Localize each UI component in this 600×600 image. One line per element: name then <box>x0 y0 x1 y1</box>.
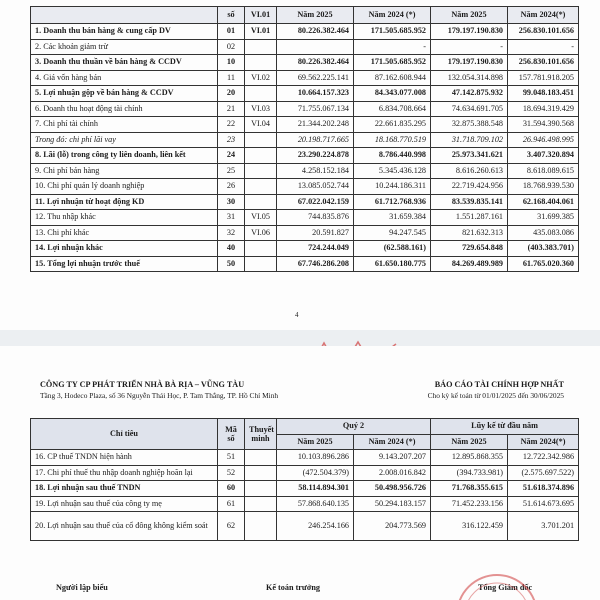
row-q2024-cell: 8.786.440.998 <box>354 148 431 164</box>
row-code-cell: 10 <box>218 55 245 71</box>
table-row <box>31 496 579 512</box>
table-row <box>31 24 579 40</box>
row-q2024-cell: 2.008.016.842 <box>354 465 431 481</box>
income-statement-table-p2 <box>30 418 579 541</box>
row-y2025-cell: 32.875.388.548 <box>431 117 508 133</box>
row-y2024-cell: 256.830.101.656 <box>508 55 579 71</box>
row-note-cell: VI.02 <box>245 70 277 86</box>
row-y2024-cell: 18.768.939.530 <box>508 179 579 195</box>
row-label-cell: 14. Lợi nhuận khác <box>31 241 218 257</box>
row-y2025-cell: 71.768.355.615 <box>431 481 508 497</box>
row-note-cell <box>245 481 277 497</box>
row-q2024-cell: 50.498.956.726 <box>354 481 431 497</box>
row-q2024-cell: 204.773.569 <box>354 512 431 541</box>
row-q2024-cell: 171.505.685.952 <box>354 24 431 40</box>
header-label-cell <box>31 7 218 24</box>
row-note-cell <box>245 132 277 148</box>
row-code-cell: 62 <box>218 512 245 541</box>
header-q2024-cell: Năm 2024 (*) <box>354 7 431 24</box>
row-y2025-cell: 132.054.314.898 <box>431 70 508 86</box>
row-q2025-cell: 13.085.052.744 <box>277 179 354 195</box>
row-y2024-cell: 435.083.086 <box>508 225 579 241</box>
row-y2024-cell: 8.618.089.615 <box>508 163 579 179</box>
row-label-cell: 9. Chi phí bán hàng <box>31 163 218 179</box>
income-statement-body-p2 <box>31 419 579 541</box>
row-label-cell: 16. CP thuế TNDN hiện hành <box>31 450 218 466</box>
row-code-cell: 51 <box>218 450 245 466</box>
company-address: Tầng 3, Hodeco Plaza, số 36 Nguyễn Thái Học, P. Tam Thắng, TP. Hồ Chí Minh <box>40 391 279 400</box>
row-y2025-cell: 22.719.424.956 <box>431 179 508 195</box>
report-title: BÁO CÁO TÀI CHÍNH HỢP NHẤT <box>434 380 564 389</box>
row-label-cell: 7. Chi phí tài chính <box>31 117 218 133</box>
row-q2024-cell: - <box>354 39 431 55</box>
row-note-cell: VI.04 <box>245 117 277 133</box>
table-row <box>31 55 579 71</box>
row-q2025-cell: 10.664.157.323 <box>277 86 354 102</box>
row-q2025-cell: 21.344.202.248 <box>277 117 354 133</box>
row-y2024-cell: (2.575.697.522) <box>508 465 579 481</box>
table-row <box>31 163 579 179</box>
row-code-cell: 52 <box>218 465 245 481</box>
row-note-cell <box>245 465 277 481</box>
header-y2025-cell: Năm 2025 <box>431 7 508 24</box>
row-code-cell: 21 <box>218 101 245 117</box>
header-ma: Mã số <box>218 419 245 450</box>
table-row <box>31 179 579 195</box>
row-q2025-cell: 23.290.224.878 <box>277 148 354 164</box>
row-q2025-cell: 67.022.042.159 <box>277 194 354 210</box>
table-row <box>31 225 579 241</box>
table-row <box>31 210 579 226</box>
row-label-cell: 20. Lợi nhuận sau thuế của cổ đông không kiểm soát <box>31 512 218 541</box>
row-note-cell <box>245 256 277 272</box>
row-q2024-cell: 31.659.384 <box>354 210 431 226</box>
row-y2025-cell: 83.539.835.141 <box>431 194 508 210</box>
row-note-cell <box>245 496 277 512</box>
row-q2024-cell: 22.661.835.295 <box>354 117 431 133</box>
row-q2025-cell: 57.868.640.135 <box>277 496 354 512</box>
row-label-cell: 10. Chi phí quản lý doanh nghiệp <box>31 179 218 195</box>
row-label-cell: 3. Doanh thu thuần về bán hàng & CCDV <box>31 55 218 71</box>
table-row <box>31 101 579 117</box>
table-row <box>31 194 579 210</box>
row-label-cell: 6. Doanh thu hoạt động tài chính <box>31 101 218 117</box>
table-row <box>31 256 579 272</box>
table-row <box>31 86 579 102</box>
row-label-cell: 8. Lãi (lỗ) trong công ty liên doanh, liên kết <box>31 148 218 164</box>
row-q2025-cell: 71.755.067.134 <box>277 101 354 117</box>
signature-director: Tổng Giám đốc <box>478 583 533 592</box>
table-row <box>31 481 579 497</box>
row-q2025-cell: 20.198.717.665 <box>277 132 354 148</box>
row-y2025-cell: 8.616.260.613 <box>431 163 508 179</box>
report-period: Cho kỳ kế toán từ 01/01/2025 đến 30/06/2025 <box>427 391 564 400</box>
row-q2024-cell: 5.345.436.128 <box>354 163 431 179</box>
table-header-row <box>31 419 579 435</box>
row-y2024-cell: 12.722.342.986 <box>508 450 579 466</box>
table-row <box>31 117 579 133</box>
row-y2024-cell: 31.699.385 <box>508 210 579 226</box>
row-code-cell: 02 <box>218 39 245 55</box>
row-q2025-cell: 80.226.382.464 <box>277 55 354 71</box>
row-y2025-cell: 31.718.709.102 <box>431 132 508 148</box>
page-number: 4 <box>295 311 299 319</box>
row-note-cell <box>245 86 277 102</box>
header-code-cell: số <box>218 7 245 24</box>
row-q2025-cell: 58.114.894.301 <box>277 481 354 497</box>
table-row <box>31 132 579 148</box>
company-name: CÔNG TY CP PHÁT TRIỂN NHÀ BÀ RỊA – VŨNG TÀU <box>40 380 245 389</box>
row-note-cell: VI.05 <box>245 210 277 226</box>
header-y2025: Năm 2025 <box>431 434 508 450</box>
row-label-cell: 19. Lợi nhuận sau thuế của công ty mẹ <box>31 496 218 512</box>
header-luy-ke: Lũy kế từ đầu năm <box>431 419 579 435</box>
row-q2024-cell: 18.168.770.519 <box>354 132 431 148</box>
header-y2024-cell: Năm 2024(*) <box>508 7 579 24</box>
row-q2025-cell: (472.504.379) <box>277 465 354 481</box>
row-code-cell: 60 <box>218 481 245 497</box>
header-note-cell: VI.01 <box>245 7 277 24</box>
row-y2024-cell: 51.618.374.896 <box>508 481 579 497</box>
row-y2024-cell: 26.946.498.995 <box>508 132 579 148</box>
row-code-cell: 22 <box>218 117 245 133</box>
table-row <box>31 70 579 86</box>
row-label-cell: 18. Lợi nhuận sau thuế TNDN <box>31 481 218 497</box>
row-label-cell: 12. Thu nhập khác <box>31 210 218 226</box>
row-code-cell: 25 <box>218 163 245 179</box>
header-q2024: Năm 2024 (*) <box>354 434 431 450</box>
row-note-cell: VI.01 <box>245 24 277 40</box>
row-label-cell: 5. Lợi nhuận gộp về bán hàng & CCDV <box>31 86 218 102</box>
row-y2024-cell: 62.168.404.061 <box>508 194 579 210</box>
row-q2024-cell: 84.343.077.008 <box>354 86 431 102</box>
row-q2024-cell: 50.294.183.157 <box>354 496 431 512</box>
row-y2025-cell: - <box>431 39 508 55</box>
row-note-cell <box>245 241 277 257</box>
row-code-cell: 11 <box>218 70 245 86</box>
row-y2025-cell: 821.632.313 <box>431 225 508 241</box>
row-y2024-cell: 3.407.320.894 <box>508 148 579 164</box>
row-q2025-cell: 20.591.827 <box>277 225 354 241</box>
row-note-cell <box>245 148 277 164</box>
row-code-cell: 40 <box>218 241 245 257</box>
row-note-cell <box>245 163 277 179</box>
row-code-cell: 24 <box>218 148 245 164</box>
row-y2024-cell: 99.048.183.451 <box>508 86 579 102</box>
row-q2025-cell: 724.244.049 <box>277 241 354 257</box>
header-quy2: Quý 2 <box>277 419 431 435</box>
row-y2024-cell: (403.383.701) <box>508 241 579 257</box>
table-row <box>31 512 579 541</box>
row-y2024-cell: 157.781.918.205 <box>508 70 579 86</box>
row-label-cell: 1. Doanh thu bán hàng & cung cấp DV <box>31 24 218 40</box>
row-q2024-cell: 61.650.180.775 <box>354 256 431 272</box>
row-q2025-cell: 10.103.896.286 <box>277 450 354 466</box>
table-header-row <box>31 7 579 24</box>
row-code-cell: 23 <box>218 132 245 148</box>
row-y2025-cell: 1.551.287.161 <box>431 210 508 226</box>
row-q2025-cell: 744.835.876 <box>277 210 354 226</box>
row-y2025-cell: 179.197.190.830 <box>431 24 508 40</box>
row-y2024-cell: 3.701.201 <box>508 512 579 541</box>
row-y2024-cell: - <box>508 39 579 55</box>
table-row <box>31 39 579 55</box>
row-label-cell: Trong đó: chi phí lãi vay <box>31 132 218 148</box>
row-code-cell: 31 <box>218 210 245 226</box>
row-q2024-cell: 10.244.186.311 <box>354 179 431 195</box>
row-y2025-cell: 316.122.459 <box>431 512 508 541</box>
row-code-cell: 26 <box>218 179 245 195</box>
row-y2024-cell: 18.694.319.429 <box>508 101 579 117</box>
row-label-cell: 13. Chi phí khác <box>31 225 218 241</box>
row-note-cell <box>245 39 277 55</box>
row-label-cell: 4. Giá vốn hàng bán <box>31 70 218 86</box>
table-row <box>31 465 579 481</box>
row-y2024-cell: 61.765.020.360 <box>508 256 579 272</box>
row-label-cell: 11. Lợi nhuận từ hoạt động KD <box>31 194 218 210</box>
row-q2025-cell: 80.226.382.464 <box>277 24 354 40</box>
row-q2025-cell: 67.746.286.208 <box>277 256 354 272</box>
row-y2025-cell: 25.973.341.621 <box>431 148 508 164</box>
company-seal-fragment <box>452 565 542 600</box>
row-label-cell: 17. Chi phí thuế thu nhập doanh nghiệp hoãn lại <box>31 465 218 481</box>
row-note-cell <box>245 55 277 71</box>
row-y2025-cell: 84.269.489.989 <box>431 256 508 272</box>
table-row <box>31 450 579 466</box>
row-y2024-cell: 51.614.673.695 <box>508 496 579 512</box>
row-y2025-cell: 47.142.875.932 <box>431 86 508 102</box>
row-y2024-cell: 31.594.390.568 <box>508 117 579 133</box>
table-row <box>31 241 579 257</box>
row-q2025-cell: 4.258.152.184 <box>277 163 354 179</box>
row-code-cell: 32 <box>218 225 245 241</box>
row-note-cell <box>245 512 277 541</box>
header-q2025-cell: Năm 2025 <box>277 7 354 24</box>
row-label-cell: 15. Tổng lợi nhuận trước thuế <box>31 256 218 272</box>
row-note-cell <box>245 179 277 195</box>
row-code-cell: 50 <box>218 256 245 272</box>
income-statement-body-p1 <box>31 7 579 272</box>
row-note-cell: VI.03 <box>245 101 277 117</box>
row-q2025-cell: 246.254.166 <box>277 512 354 541</box>
signature-preparer: Người lập biểu <box>56 583 108 592</box>
row-note-cell <box>245 194 277 210</box>
row-y2025-cell: 12.895.868.355 <box>431 450 508 466</box>
row-y2025-cell: 74.634.691.705 <box>431 101 508 117</box>
row-note-cell <box>245 450 277 466</box>
row-y2025-cell: (394.733.981) <box>431 465 508 481</box>
header-thuyet-minh: Thuyết minh <box>245 419 277 450</box>
row-y2025-cell: 71.452.233.156 <box>431 496 508 512</box>
signature-accountant: Kế toán trưởng <box>266 583 321 592</box>
row-y2025-cell: 729.654.848 <box>431 241 508 257</box>
header-q2025: Năm 2025 <box>277 434 354 450</box>
header-y2024: Năm 2024(*) <box>508 434 579 450</box>
row-note-cell: VI.06 <box>245 225 277 241</box>
row-code-cell: 30 <box>218 194 245 210</box>
row-q2024-cell: 61.712.768.936 <box>354 194 431 210</box>
row-label-cell: 2. Các khoản giảm trừ <box>31 39 218 55</box>
row-q2024-cell: 87.162.608.944 <box>354 70 431 86</box>
row-q2025-cell: 69.562.225.141 <box>277 70 354 86</box>
row-q2024-cell: 171.505.685.952 <box>354 55 431 71</box>
row-y2024-cell: 256.830.101.656 <box>508 24 579 40</box>
row-code-cell: 01 <box>218 24 245 40</box>
row-q2024-cell: 6.834.708.664 <box>354 101 431 117</box>
row-q2025-cell <box>277 39 354 55</box>
income-statement-table-p1 <box>30 6 579 272</box>
row-q2024-cell: 94.247.545 <box>354 225 431 241</box>
header-chitieu: Chỉ tiêu <box>31 419 218 450</box>
table-row <box>31 148 579 164</box>
row-code-cell: 61 <box>218 496 245 512</box>
row-y2025-cell: 179.197.190.830 <box>431 55 508 71</box>
row-q2024-cell: 9.143.207.207 <box>354 450 431 466</box>
row-code-cell: 20 <box>218 86 245 102</box>
row-q2024-cell: (62.588.161) <box>354 241 431 257</box>
